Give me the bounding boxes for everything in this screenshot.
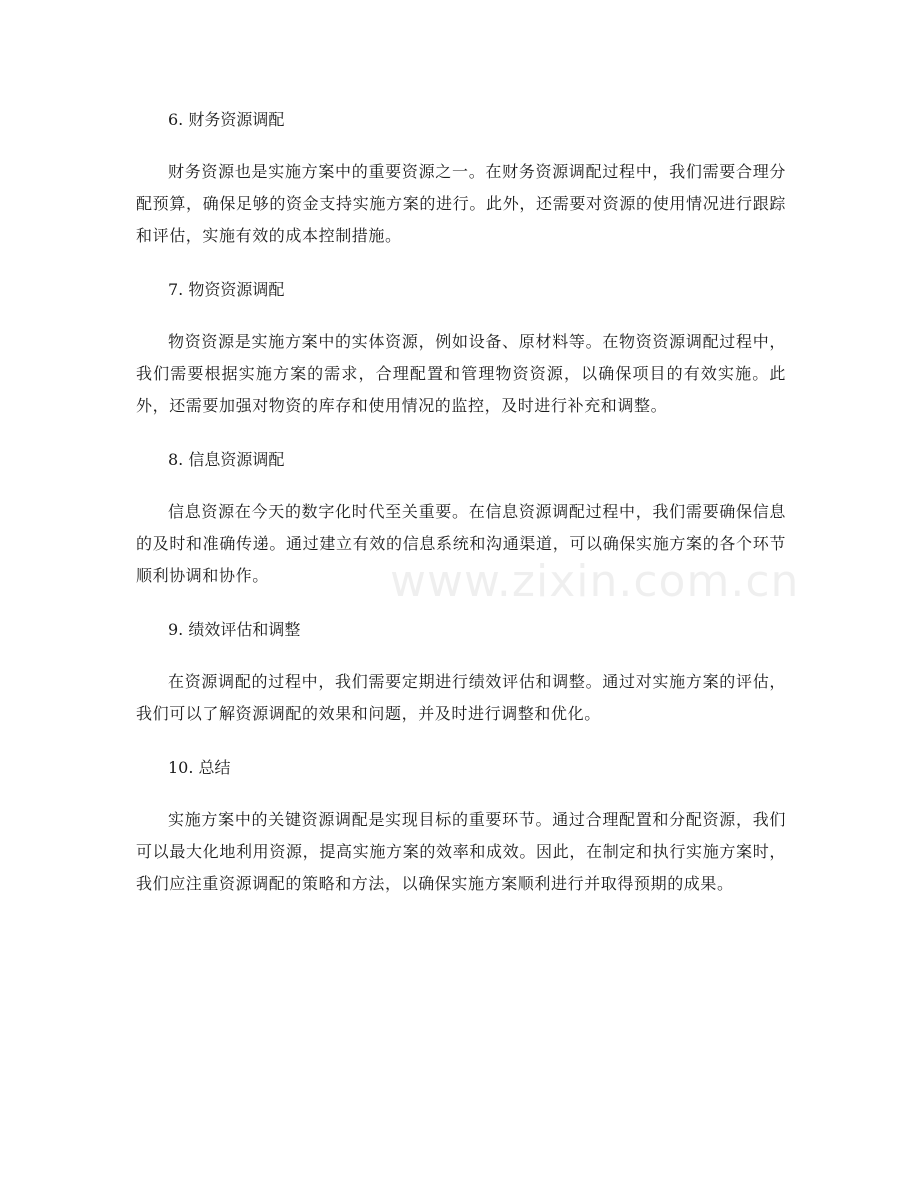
section-paragraph: 信息资源在今天的数字化时代至关重要。在信息资源调配过程中，我们需要确保信息的及时和准确传递。通过建立有效的信息系统和沟通渠道，可以确保实施方案的各个环节顺利协调和协作。: [136, 502, 786, 585]
section-summary: [136, 752, 786, 900]
section-paragraph: 物资资源是实施方案中的实体资源，例如设备、原材料等。在物资资源调配过程中，我们需要根据实施方案的需求，合理配置和管理物资资源，以确保项目的有效实施。此外，还需要加强对物资的库存和使用情况的监控，及时进行补充和调整。: [136, 332, 786, 415]
section-material: [136, 274, 786, 444]
section-paragraph: 财务资源也是实施方案中的重要资源之一。在财务资源调配过程中，我们需要合理分配预算，确保足够的资金支持实施方案的进行。此外，还需要对资源的使用情况进行跟踪和评估，实施有效的成本控制措施。: [136, 162, 786, 245]
section-heading: 10. 总结: [168, 758, 231, 777]
section-heading: 8. 信息资源调配: [168, 450, 285, 469]
section-paragraph: 实施方案中的关键资源调配是实现目标的重要环节。通过合理配置和分配资源，我们可以最大化地利用资源，提高实施方案的效率和成效。因此，在制定和执行实施方案时，我们应注重资源调配的策略和方法，以确保实施方案顺利进行并取得预期的成果。: [136, 810, 786, 893]
section-heading: 9. 绩效评估和调整: [168, 620, 301, 639]
section-financial: [136, 104, 786, 274]
watermark: www.zixin.com.cn: [390, 556, 800, 607]
section-paragraph: 在资源调配的过程中，我们需要定期进行绩效评估和调整。通过对实施方案的评估，我们可以了解资源调配的效果和问题，并及时进行调整和优化。: [136, 672, 786, 723]
section-performance: [136, 614, 786, 752]
document-body: [136, 104, 786, 900]
section-heading: 6. 财务资源调配: [168, 110, 285, 129]
section-heading: 7. 物资资源调配: [168, 280, 285, 299]
section-information: [136, 444, 786, 614]
